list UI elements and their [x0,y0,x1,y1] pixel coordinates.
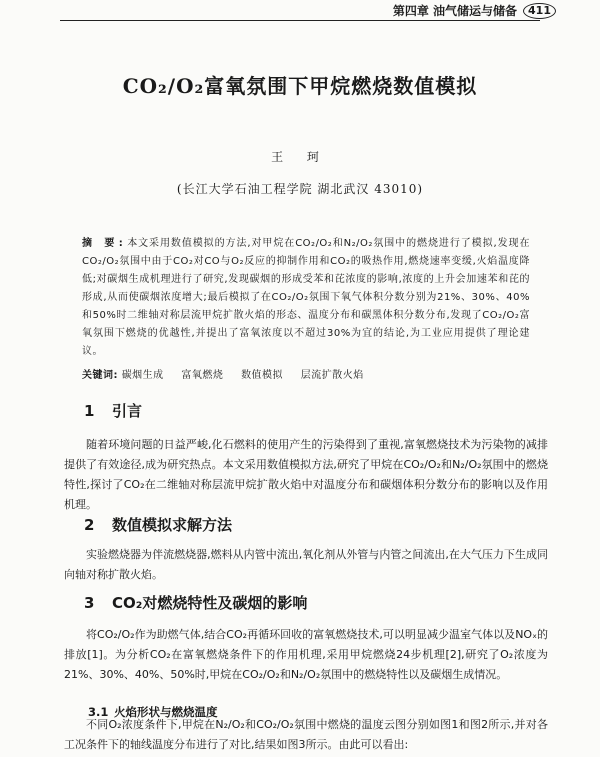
paragraph: 随着环境问题的日益严峻,化石燃料的使用产生的污染得到了重视,富氧燃烧技术为污染物的减排提供了有效途径,成为研究热点。本文采用数值模拟方法,研究了甲烷在CO₂/O₂和N₂/O₂氛围中的燃烧特性,探讨了CO₂在二维轴对称层流甲烷扩散火焰中对温度分布和碳烟体积分数分布的影响以及作用机理。 [64,438,548,511]
keyword: 富氧燃烧 [181,370,224,381]
abstract [82,235,530,361]
keyword: 数值模拟 [241,370,284,381]
keyword: 碳烟生成 [121,370,164,381]
section-heading [84,400,142,421]
page-number: 411 [523,3,556,19]
subsection-number: 3.1 [88,705,109,719]
abstract-label: 摘 要: [82,238,127,249]
keyword: 层流扩散火焰 [300,370,364,381]
section-number: 2 [84,516,95,534]
keywords [82,366,378,381]
paragraph: 将CO₂/O₂作为助燃气体,结合CO₂再循环回收的富氧燃烧技术,可以明显减少温室气体以及NOₓ的排放[1]。为分析CO₂在富氧燃烧条件下的作用机理,采用甲烷燃烧24步机理[2],研究了O₂浓度为21%、30%、40%、50%时,甲烷在CO₂/O₂和N₂/O₂氛围中的燃烧特性以及碳烟生成情况。 [64,628,548,681]
running-head [393,2,556,19]
paragraph: 实验燃烧器为伴流燃烧器,燃料从内管中流出,氧化剂从外管与内管之间流出,在大气压力下生成同向轴对称扩散火焰。 [64,548,548,581]
section-body [64,545,548,585]
subsection-body [64,715,548,755]
keywords-label: 关键词: [82,370,118,381]
section-title: CO₂对燃烧特性及碳烟的影响 [112,594,308,612]
paper-title: CO₂/O₂富氧氛围下甲烷燃烧数值模拟 [122,74,478,98]
section-body [64,625,548,685]
header-rule [60,20,540,21]
abstract-text: 本文采用数值模拟的方法,对甲烷在CO₂/O₂和N₂/O₂氛围中的燃烧进行了模拟,发现在CO₂/O₂氛围中由于CO₂对CO与O₂反应的抑制作用和CO₂的吸热作用,燃烧速率变缓,火焰温度降低;对碳烟生成机理进行了研究,发现碳烟的形成受苯和芘浓度的影响,浓度的上升会加速苯和芘的形成,从而使碳烟浓度增大;最后模拟了在CO₂/O₂氛围下氧气体积分数分别为21%、30%、40%和50%时二维轴对称层流甲烷扩散火焰的形态、温度分布和碳黑体积分数分布,发现了CO₂/O₂富氧氛围下燃烧的优越性,并提出了富氧浓度以不超过30%为宜的结论,为工业应用提供了理论建议。 [82,238,530,357]
section-heading [84,514,232,535]
section-number: 1 [84,402,95,420]
author: 王 珂 [271,150,329,164]
paragraph: 不同O₂浓度条件下,甲烷在N₂/O₂和CO₂/O₂氛围中燃烧的温度云图分别如图1和图2所示,并对各工况条件下的轴线温度分布进行了对比,结果如图3所示。由此可以看出: [64,718,548,751]
section-number: 3 [84,594,95,612]
section-title: 数值模拟求解方法 [112,516,233,534]
section-heading [84,592,307,613]
affiliation: (长江大学石油工程学院 湖北武汉 43010) [176,182,424,196]
chapter-title: 第四章 油气储运与储备 [392,4,518,18]
section-title: 引言 [112,402,143,420]
subsection-title: 火焰形状与燃烧温度 [114,705,218,719]
section-body [64,435,548,515]
